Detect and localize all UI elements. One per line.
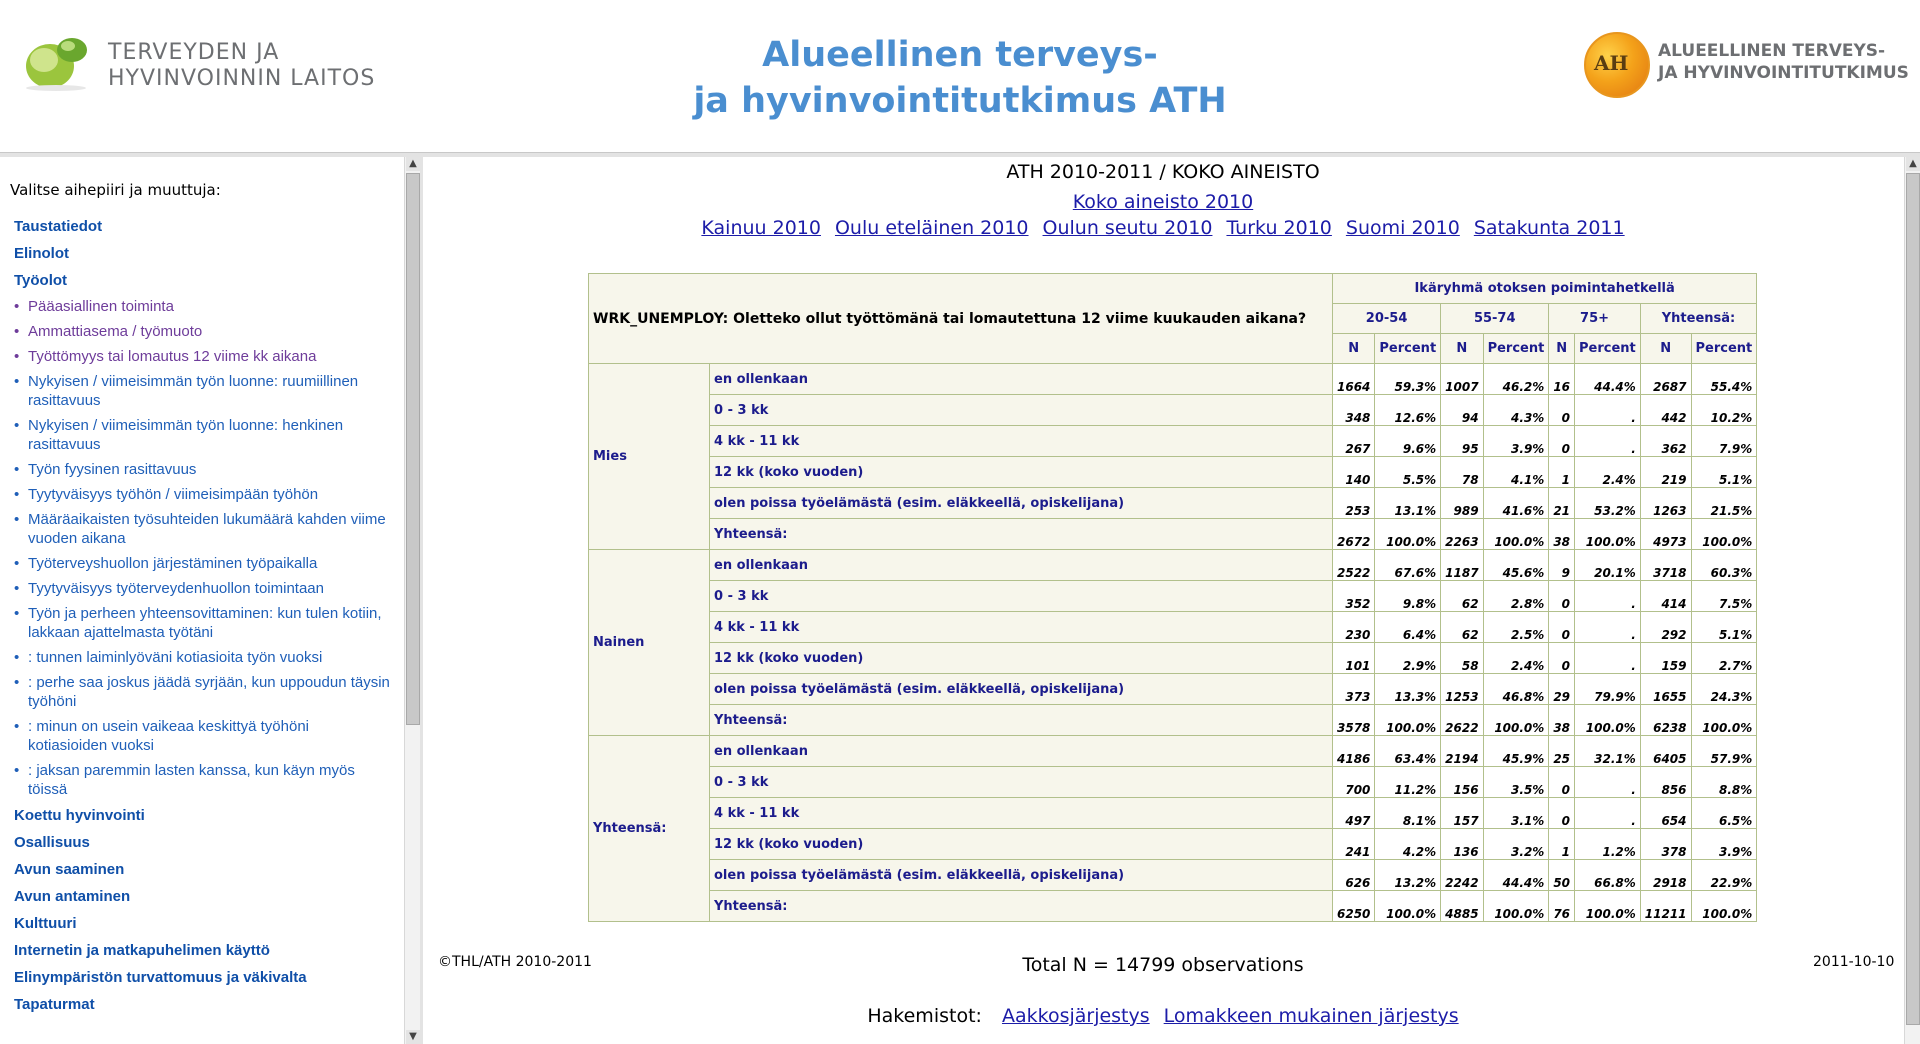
nav-subitem-label: Työn fyysinen rasittavuus xyxy=(28,461,197,478)
count-cell: 219 xyxy=(1640,457,1691,488)
nav-subitem[interactable] xyxy=(14,319,392,344)
age-group-header: 75+ xyxy=(1549,304,1640,334)
count-cell: 1664 xyxy=(1333,364,1375,395)
percent-cell: 67.6% xyxy=(1375,550,1441,581)
count-cell: 29 xyxy=(1549,674,1575,705)
count-cell: 230 xyxy=(1333,612,1375,643)
count-cell: 267 xyxy=(1333,426,1375,457)
nav-category[interactable]: Tapaturmat xyxy=(14,996,95,1013)
bullet-icon: • xyxy=(14,348,20,365)
row-category-label: 0 - 3 kk xyxy=(710,767,1333,798)
row-category-label: 12 kk (koko vuoden) xyxy=(710,457,1333,488)
percent-cell: . xyxy=(1575,395,1641,426)
count-cell: 2622 xyxy=(1441,705,1483,736)
percent-cell: 100.0% xyxy=(1691,891,1757,922)
percent-cell: 44.4% xyxy=(1575,364,1641,395)
nav-subitem[interactable] xyxy=(14,294,392,319)
count-cell: 9 xyxy=(1549,550,1575,581)
percent-cell: 5.5% xyxy=(1375,457,1441,488)
nav-subitem-label: Työttömyys tai lomautus 12 viime kk aikana xyxy=(28,348,317,365)
percent-cell: 20.1% xyxy=(1575,550,1641,581)
scroll-up-arrow-icon[interactable]: ▲ xyxy=(406,157,420,171)
age-group-header: 20-54 xyxy=(1333,304,1441,334)
count-cell: 292 xyxy=(1640,612,1691,643)
bullet-icon: • xyxy=(14,674,20,691)
count-cell: 362 xyxy=(1640,426,1691,457)
percent-cell: 66.8% xyxy=(1575,860,1641,891)
nav-subitem-label: Tyytyväisyys työhön / viimeisimpään työhön xyxy=(28,486,319,503)
nav-subitem[interactable] xyxy=(14,645,392,670)
count-cell: 0 xyxy=(1549,426,1575,457)
percent-cell: 100.0% xyxy=(1691,705,1757,736)
count-cell: 241 xyxy=(1333,829,1375,860)
left-scrollbar[interactable] xyxy=(404,157,421,1044)
region-links xyxy=(423,217,1903,239)
nav-subitem[interactable] xyxy=(14,507,392,551)
count-cell: 253 xyxy=(1333,488,1375,519)
percent-header: Percent xyxy=(1575,334,1641,364)
row-group-label: Nainen xyxy=(589,550,710,736)
bullet-icon: • xyxy=(14,323,20,340)
alphabetical-index-link[interactable]: Aakkosjärjestys xyxy=(1001,1005,1150,1027)
topic-navigation xyxy=(14,213,392,1018)
bullet-icon: • xyxy=(14,511,20,528)
count-cell: 4885 xyxy=(1441,891,1483,922)
row-group-label: Yhteensä: xyxy=(589,736,710,922)
percent-cell: . xyxy=(1575,798,1641,829)
count-cell: 6250 xyxy=(1333,891,1375,922)
percent-cell: 46.2% xyxy=(1483,364,1549,395)
age-group-header: Yhteensä: xyxy=(1640,304,1757,334)
percent-cell: 2.7% xyxy=(1691,643,1757,674)
percent-cell: 5.1% xyxy=(1691,457,1757,488)
index-label: Hakemistot: xyxy=(867,1005,982,1027)
table-row xyxy=(589,581,1757,612)
count-cell: 2687 xyxy=(1640,364,1691,395)
count-cell: 0 xyxy=(1549,395,1575,426)
row-category-label: en ollenkaan xyxy=(710,550,1333,581)
count-cell: 101 xyxy=(1333,643,1375,674)
percent-cell: 1.2% xyxy=(1575,829,1641,860)
region-link[interactable]: Suomi 2010 xyxy=(1345,217,1460,239)
region-link[interactable]: Oulun seutu 2010 xyxy=(1042,217,1213,239)
count-cell: 442 xyxy=(1640,395,1691,426)
n-header: N xyxy=(1441,334,1483,364)
percent-cell: 41.6% xyxy=(1483,488,1549,519)
count-cell: 38 xyxy=(1549,705,1575,736)
nav-category[interactable]: Elinolot xyxy=(14,245,69,262)
count-cell: 0 xyxy=(1549,767,1575,798)
percent-cell: 100.0% xyxy=(1575,705,1641,736)
percent-cell: 3.9% xyxy=(1483,426,1549,457)
count-cell: 0 xyxy=(1549,581,1575,612)
percent-cell: 3.5% xyxy=(1483,767,1549,798)
table-header-row xyxy=(589,274,1757,304)
count-cell: 352 xyxy=(1333,581,1375,612)
bullet-icon: • xyxy=(14,580,20,597)
table-row xyxy=(589,860,1757,891)
row-category-label: olen poissa työelämästä (esim. eläkkeellä, opiskelijana) xyxy=(710,860,1333,891)
site-title-line1: Alueellinen terveys- xyxy=(762,35,1158,75)
count-cell: 38 xyxy=(1549,519,1575,550)
site-title-line2: ja hyvinvointitutkimus ATH xyxy=(693,81,1227,121)
bullet-icon: • xyxy=(14,555,20,572)
region-link[interactable]: Kainuu 2010 xyxy=(701,217,821,239)
table-row xyxy=(589,705,1757,736)
percent-cell: . xyxy=(1575,643,1641,674)
count-cell: 1 xyxy=(1549,829,1575,860)
bullet-icon: • xyxy=(14,605,20,622)
percent-cell: 3.1% xyxy=(1483,798,1549,829)
count-cell: 2242 xyxy=(1441,860,1483,891)
count-cell: 2522 xyxy=(1333,550,1375,581)
percent-cell: 100.0% xyxy=(1575,891,1641,922)
percent-cell: 5.1% xyxy=(1691,612,1757,643)
row-category-label: 4 kk - 11 kk xyxy=(710,798,1333,829)
region-link[interactable]: Oulu eteläinen 2010 xyxy=(834,217,1029,239)
nav-subitem[interactable] xyxy=(14,551,392,576)
table-row xyxy=(589,364,1757,395)
nav-category[interactable]: Kulttuuri xyxy=(14,915,77,932)
count-cell: 3578 xyxy=(1333,705,1375,736)
percent-cell: 60.3% xyxy=(1691,550,1757,581)
site-header xyxy=(0,0,1920,152)
nav-subitem-label: Ammattiasema / työmuoto xyxy=(28,323,203,340)
nav-subitem-label: Työterveyshuollon järjestäminen työpaikalla xyxy=(28,555,318,572)
percent-cell: 2.5% xyxy=(1483,612,1549,643)
link-koko-aineisto[interactable]: Koko aineisto 2010 xyxy=(1072,191,1254,213)
count-cell: 1253 xyxy=(1441,674,1483,705)
ath-logo[interactable] xyxy=(1584,30,1914,102)
scroll-down-arrow-icon[interactable]: ▼ xyxy=(406,1030,420,1044)
percent-header: Percent xyxy=(1375,334,1441,364)
percent-cell: 100.0% xyxy=(1375,519,1441,550)
count-cell: 1655 xyxy=(1640,674,1691,705)
count-cell: 378 xyxy=(1640,829,1691,860)
count-cell: 1 xyxy=(1549,457,1575,488)
table-row xyxy=(589,550,1757,581)
crosstab-table xyxy=(588,273,1757,922)
report-date: 2011-10-10 xyxy=(1813,954,1895,970)
count-cell: 62 xyxy=(1441,612,1483,643)
copyright-text: ©THL/ATH 2010-2011 xyxy=(438,954,592,970)
count-cell: 1187 xyxy=(1441,550,1483,581)
percent-cell: 9.6% xyxy=(1375,426,1441,457)
percent-cell: 4.2% xyxy=(1375,829,1441,860)
row-category-label: olen poissa työelämästä (esim. eläkkeellä, opiskelijana) xyxy=(710,674,1333,705)
bullet-icon: • xyxy=(14,373,20,390)
percent-cell: 3.9% xyxy=(1691,829,1757,860)
scrollbar-thumb[interactable] xyxy=(1906,173,1920,1025)
count-cell: 414 xyxy=(1640,581,1691,612)
thl-name-line1: TERVEYDEN JA xyxy=(108,40,280,65)
count-cell: 4973 xyxy=(1640,519,1691,550)
table-row xyxy=(589,488,1757,519)
row-category-label: 12 kk (koko vuoden) xyxy=(710,829,1333,860)
percent-cell: 6.5% xyxy=(1691,798,1757,829)
table-row xyxy=(589,395,1757,426)
percent-cell: . xyxy=(1575,426,1641,457)
percent-cell: 2.9% xyxy=(1375,643,1441,674)
question-cell xyxy=(589,274,1333,364)
nav-subitem-label: : tunnen laiminlyöväni kotiasioita työn vuoksi xyxy=(28,649,323,666)
count-cell: 1263 xyxy=(1640,488,1691,519)
table-row xyxy=(589,798,1757,829)
region-link[interactable]: Satakunta 2011 xyxy=(1473,217,1625,239)
bullet-icon: • xyxy=(14,486,20,503)
count-cell: 25 xyxy=(1549,736,1575,767)
scrollbar-thumb[interactable] xyxy=(406,173,420,725)
table-row xyxy=(589,612,1757,643)
percent-cell: 4.3% xyxy=(1483,395,1549,426)
percent-cell: 53.2% xyxy=(1575,488,1641,519)
percent-cell: . xyxy=(1575,612,1641,643)
percent-cell: 79.9% xyxy=(1575,674,1641,705)
row-category-label: 4 kk - 11 kk xyxy=(710,426,1333,457)
percent-cell: 32.1% xyxy=(1575,736,1641,767)
count-cell: 4186 xyxy=(1333,736,1375,767)
n-header: N xyxy=(1333,334,1375,364)
count-cell: 497 xyxy=(1333,798,1375,829)
nav-subitem[interactable] xyxy=(14,413,392,457)
bullet-icon: • xyxy=(14,417,20,434)
row-category-label: olen poissa työelämästä (esim. eläkkeellä, opiskelijana) xyxy=(710,488,1333,519)
percent-cell: 100.0% xyxy=(1691,519,1757,550)
row-category-label: 12 kk (koko vuoden) xyxy=(710,643,1333,674)
percent-cell: 13.1% xyxy=(1375,488,1441,519)
percent-cell: 7.5% xyxy=(1691,581,1757,612)
count-cell: 373 xyxy=(1333,674,1375,705)
count-cell: 157 xyxy=(1441,798,1483,829)
nav-heading: Valitse aihepiiri ja muuttuja: xyxy=(10,181,221,199)
percent-cell: 63.4% xyxy=(1375,736,1441,767)
nav-subitem[interactable] xyxy=(14,670,392,714)
form-order-index-link[interactable]: Lomakkeen mukainen järjestys xyxy=(1163,1005,1459,1027)
count-cell: 58 xyxy=(1441,643,1483,674)
total-observations: Total N = 14799 observations xyxy=(1022,954,1304,976)
count-cell: 156 xyxy=(1441,767,1483,798)
bullet-icon: • xyxy=(14,298,20,315)
count-cell: 94 xyxy=(1441,395,1483,426)
row-category-label: 0 - 3 kk xyxy=(710,581,1333,612)
percent-cell: 100.0% xyxy=(1375,891,1441,922)
count-cell: 159 xyxy=(1640,643,1691,674)
count-cell: 140 xyxy=(1333,457,1375,488)
nav-subitem[interactable] xyxy=(14,344,392,369)
count-cell: 6405 xyxy=(1640,736,1691,767)
percent-cell: 8.1% xyxy=(1375,798,1441,829)
count-cell: 78 xyxy=(1441,457,1483,488)
nav-subitem-label: Nykyisen / viimeisimmän työn luonne: henkinen rasittavuus xyxy=(28,417,344,453)
nav-category[interactable]: Osallisuus xyxy=(14,834,90,851)
thl-globe-icon xyxy=(20,32,96,92)
content-frame xyxy=(423,157,1920,1044)
percent-cell: 2.8% xyxy=(1483,581,1549,612)
percent-header: Percent xyxy=(1483,334,1549,364)
percent-header: Percent xyxy=(1691,334,1757,364)
thl-logo[interactable] xyxy=(20,30,380,94)
nav-subitem-label: Pääasiallinen toiminta xyxy=(28,298,174,315)
table-row xyxy=(589,891,1757,922)
percent-cell: 11.2% xyxy=(1375,767,1441,798)
table-row xyxy=(589,829,1757,860)
percent-cell: 22.9% xyxy=(1691,860,1757,891)
nav-category[interactable]: Avun antaminen xyxy=(14,888,131,905)
ath-name-line1: ALUEELLINEN TERVEYS- xyxy=(1658,41,1886,61)
index-links xyxy=(423,1005,1903,1027)
percent-cell: 44.4% xyxy=(1483,860,1549,891)
count-cell: 0 xyxy=(1549,643,1575,674)
percent-cell: . xyxy=(1575,581,1641,612)
thl-name-line2: HYVINVOINNIN LAITOS xyxy=(108,66,376,91)
table-row xyxy=(589,674,1757,705)
right-scrollbar[interactable] xyxy=(1904,157,1920,1044)
nav-subitem[interactable] xyxy=(14,457,392,482)
row-category-label: 0 - 3 kk xyxy=(710,395,1333,426)
nav-subitem[interactable] xyxy=(14,576,392,601)
region-link[interactable]: Turku 2010 xyxy=(1226,217,1332,239)
table-row xyxy=(589,767,1757,798)
count-cell: 2918 xyxy=(1640,860,1691,891)
nav-subitem-label: Määräaikaisten työsuhteiden lukumäärä kahden viime vuoden aikana xyxy=(28,511,386,547)
count-cell: 856 xyxy=(1640,767,1691,798)
nav-category[interactable]: Elinympäristön turvattomuus ja väkivalta xyxy=(14,969,307,986)
count-cell: 50 xyxy=(1549,860,1575,891)
table-row xyxy=(589,457,1757,488)
ath-emblem-icon: AH xyxy=(1584,32,1650,98)
percent-cell: 45.9% xyxy=(1483,736,1549,767)
count-cell: 2194 xyxy=(1441,736,1483,767)
percent-cell: 100.0% xyxy=(1575,519,1641,550)
count-cell: 2263 xyxy=(1441,519,1483,550)
percent-cell: 55.4% xyxy=(1691,364,1757,395)
nav-subitem-label: Tyytyväisyys työterveydenhuollon toimintaan xyxy=(28,580,324,597)
percent-cell: 7.9% xyxy=(1691,426,1757,457)
count-cell: 0 xyxy=(1549,798,1575,829)
percent-cell: 100.0% xyxy=(1375,705,1441,736)
nav-category[interactable]: Avun saaminen xyxy=(14,861,125,878)
count-cell: 95 xyxy=(1441,426,1483,457)
percent-cell: . xyxy=(1575,767,1641,798)
count-cell: 3718 xyxy=(1640,550,1691,581)
age-group-header: 55-74 xyxy=(1441,304,1549,334)
scroll-up-arrow-icon[interactable]: ▲ xyxy=(1906,157,1920,171)
count-cell: 76 xyxy=(1549,891,1575,922)
nav-category[interactable]: Taustatiedot xyxy=(14,218,103,235)
percent-cell: 45.6% xyxy=(1483,550,1549,581)
percent-cell: 100.0% xyxy=(1483,519,1549,550)
row-category-label: Yhteensä: xyxy=(710,705,1333,736)
row-category-label: Yhteensä: xyxy=(710,519,1333,550)
percent-cell: 12.6% xyxy=(1375,395,1441,426)
count-cell: 2672 xyxy=(1333,519,1375,550)
percent-cell: 3.2% xyxy=(1483,829,1549,860)
row-category-label: 4 kk - 11 kk xyxy=(710,612,1333,643)
column-group-header: Ikäryhmä otoksen poimintahetkellä xyxy=(1333,274,1757,304)
bullet-icon: • xyxy=(14,461,20,478)
bullet-icon: • xyxy=(14,649,20,666)
percent-cell: 4.1% xyxy=(1483,457,1549,488)
percent-cell: 10.2% xyxy=(1691,395,1757,426)
table-row xyxy=(589,519,1757,550)
table-row xyxy=(589,643,1757,674)
percent-cell: 100.0% xyxy=(1483,891,1549,922)
percent-cell: 2.4% xyxy=(1483,643,1549,674)
percent-cell: 9.8% xyxy=(1375,581,1441,612)
percent-cell: 24.3% xyxy=(1691,674,1757,705)
row-category-label: en ollenkaan xyxy=(710,364,1333,395)
count-cell: 6238 xyxy=(1640,705,1691,736)
left-navigation-frame xyxy=(0,157,423,1044)
n-header: N xyxy=(1549,334,1575,364)
table-row xyxy=(589,426,1757,457)
percent-cell: 21.5% xyxy=(1691,488,1757,519)
percent-cell: 6.4% xyxy=(1375,612,1441,643)
count-cell: 16 xyxy=(1549,364,1575,395)
nav-subitem-label: : minun on usein vaikeaa keskittyä työhöni kotiasioiden vuoksi xyxy=(28,718,309,754)
count-cell: 700 xyxy=(1333,767,1375,798)
nav-category[interactable]: Työolot xyxy=(14,272,68,289)
nav-category[interactable]: Internetin ja matkapuhelimen käyttö xyxy=(14,942,270,959)
count-cell: 136 xyxy=(1441,829,1483,860)
site-title xyxy=(600,32,1320,124)
nav-subitem-label: Työn ja perheen yhteensovittaminen: kun tulen kotiin, lakkaan ajattelmasta työtäni xyxy=(28,605,382,641)
nav-subitem-label: : jaksan paremmin lasten kanssa, kun käyn myös töissä xyxy=(28,762,355,798)
percent-cell: 13.3% xyxy=(1375,674,1441,705)
question-text: : Oletteko ollut työttömänä tai lomautettuna 12 viime kuukauden aikana? xyxy=(722,310,1307,327)
count-cell: 11211 xyxy=(1640,891,1691,922)
nav-category[interactable]: Koettu hyvinvointi xyxy=(14,807,145,824)
count-cell: 21 xyxy=(1549,488,1575,519)
count-cell: 654 xyxy=(1640,798,1691,829)
bullet-icon: • xyxy=(14,718,20,735)
nav-subitem[interactable] xyxy=(14,758,392,802)
question-variable: WRK_UNEMPLOY xyxy=(593,310,723,327)
nav-subitem-label: : perhe saa joskus jäädä syrjään, kun uppoudun täysin työhöni xyxy=(28,674,390,710)
percent-cell: 100.0% xyxy=(1483,705,1549,736)
count-cell: 1007 xyxy=(1441,364,1483,395)
count-cell: 0 xyxy=(1549,612,1575,643)
nav-subitem[interactable] xyxy=(14,482,392,507)
table-row xyxy=(589,736,1757,767)
row-group-label: Mies xyxy=(589,364,710,550)
n-header: N xyxy=(1640,334,1691,364)
nav-subitem[interactable] xyxy=(14,601,392,645)
nav-subitem-label: Nykyisen / viimeisimmän työn luonne: ruumiillinen rasittavuus xyxy=(28,373,359,409)
nav-subitem[interactable] xyxy=(14,714,392,758)
ath-name-line2: JA HYVINVOINTITUTKIMUS xyxy=(1658,63,1909,83)
bullet-icon: • xyxy=(14,762,20,779)
percent-cell: 13.2% xyxy=(1375,860,1441,891)
percent-cell: 57.9% xyxy=(1691,736,1757,767)
count-cell: 989 xyxy=(1441,488,1483,519)
count-cell: 626 xyxy=(1333,860,1375,891)
row-category-label: Yhteensä: xyxy=(710,891,1333,922)
count-cell: 62 xyxy=(1441,581,1483,612)
percent-cell: 46.8% xyxy=(1483,674,1549,705)
percent-cell: 59.3% xyxy=(1375,364,1441,395)
percent-cell: 8.8% xyxy=(1691,767,1757,798)
row-category-label: en ollenkaan xyxy=(710,736,1333,767)
nav-subitem[interactable] xyxy=(14,369,392,413)
count-cell: 348 xyxy=(1333,395,1375,426)
percent-cell: 2.4% xyxy=(1575,457,1641,488)
page-title: ATH 2010-2011 / KOKO AINEISTO xyxy=(1006,161,1320,183)
